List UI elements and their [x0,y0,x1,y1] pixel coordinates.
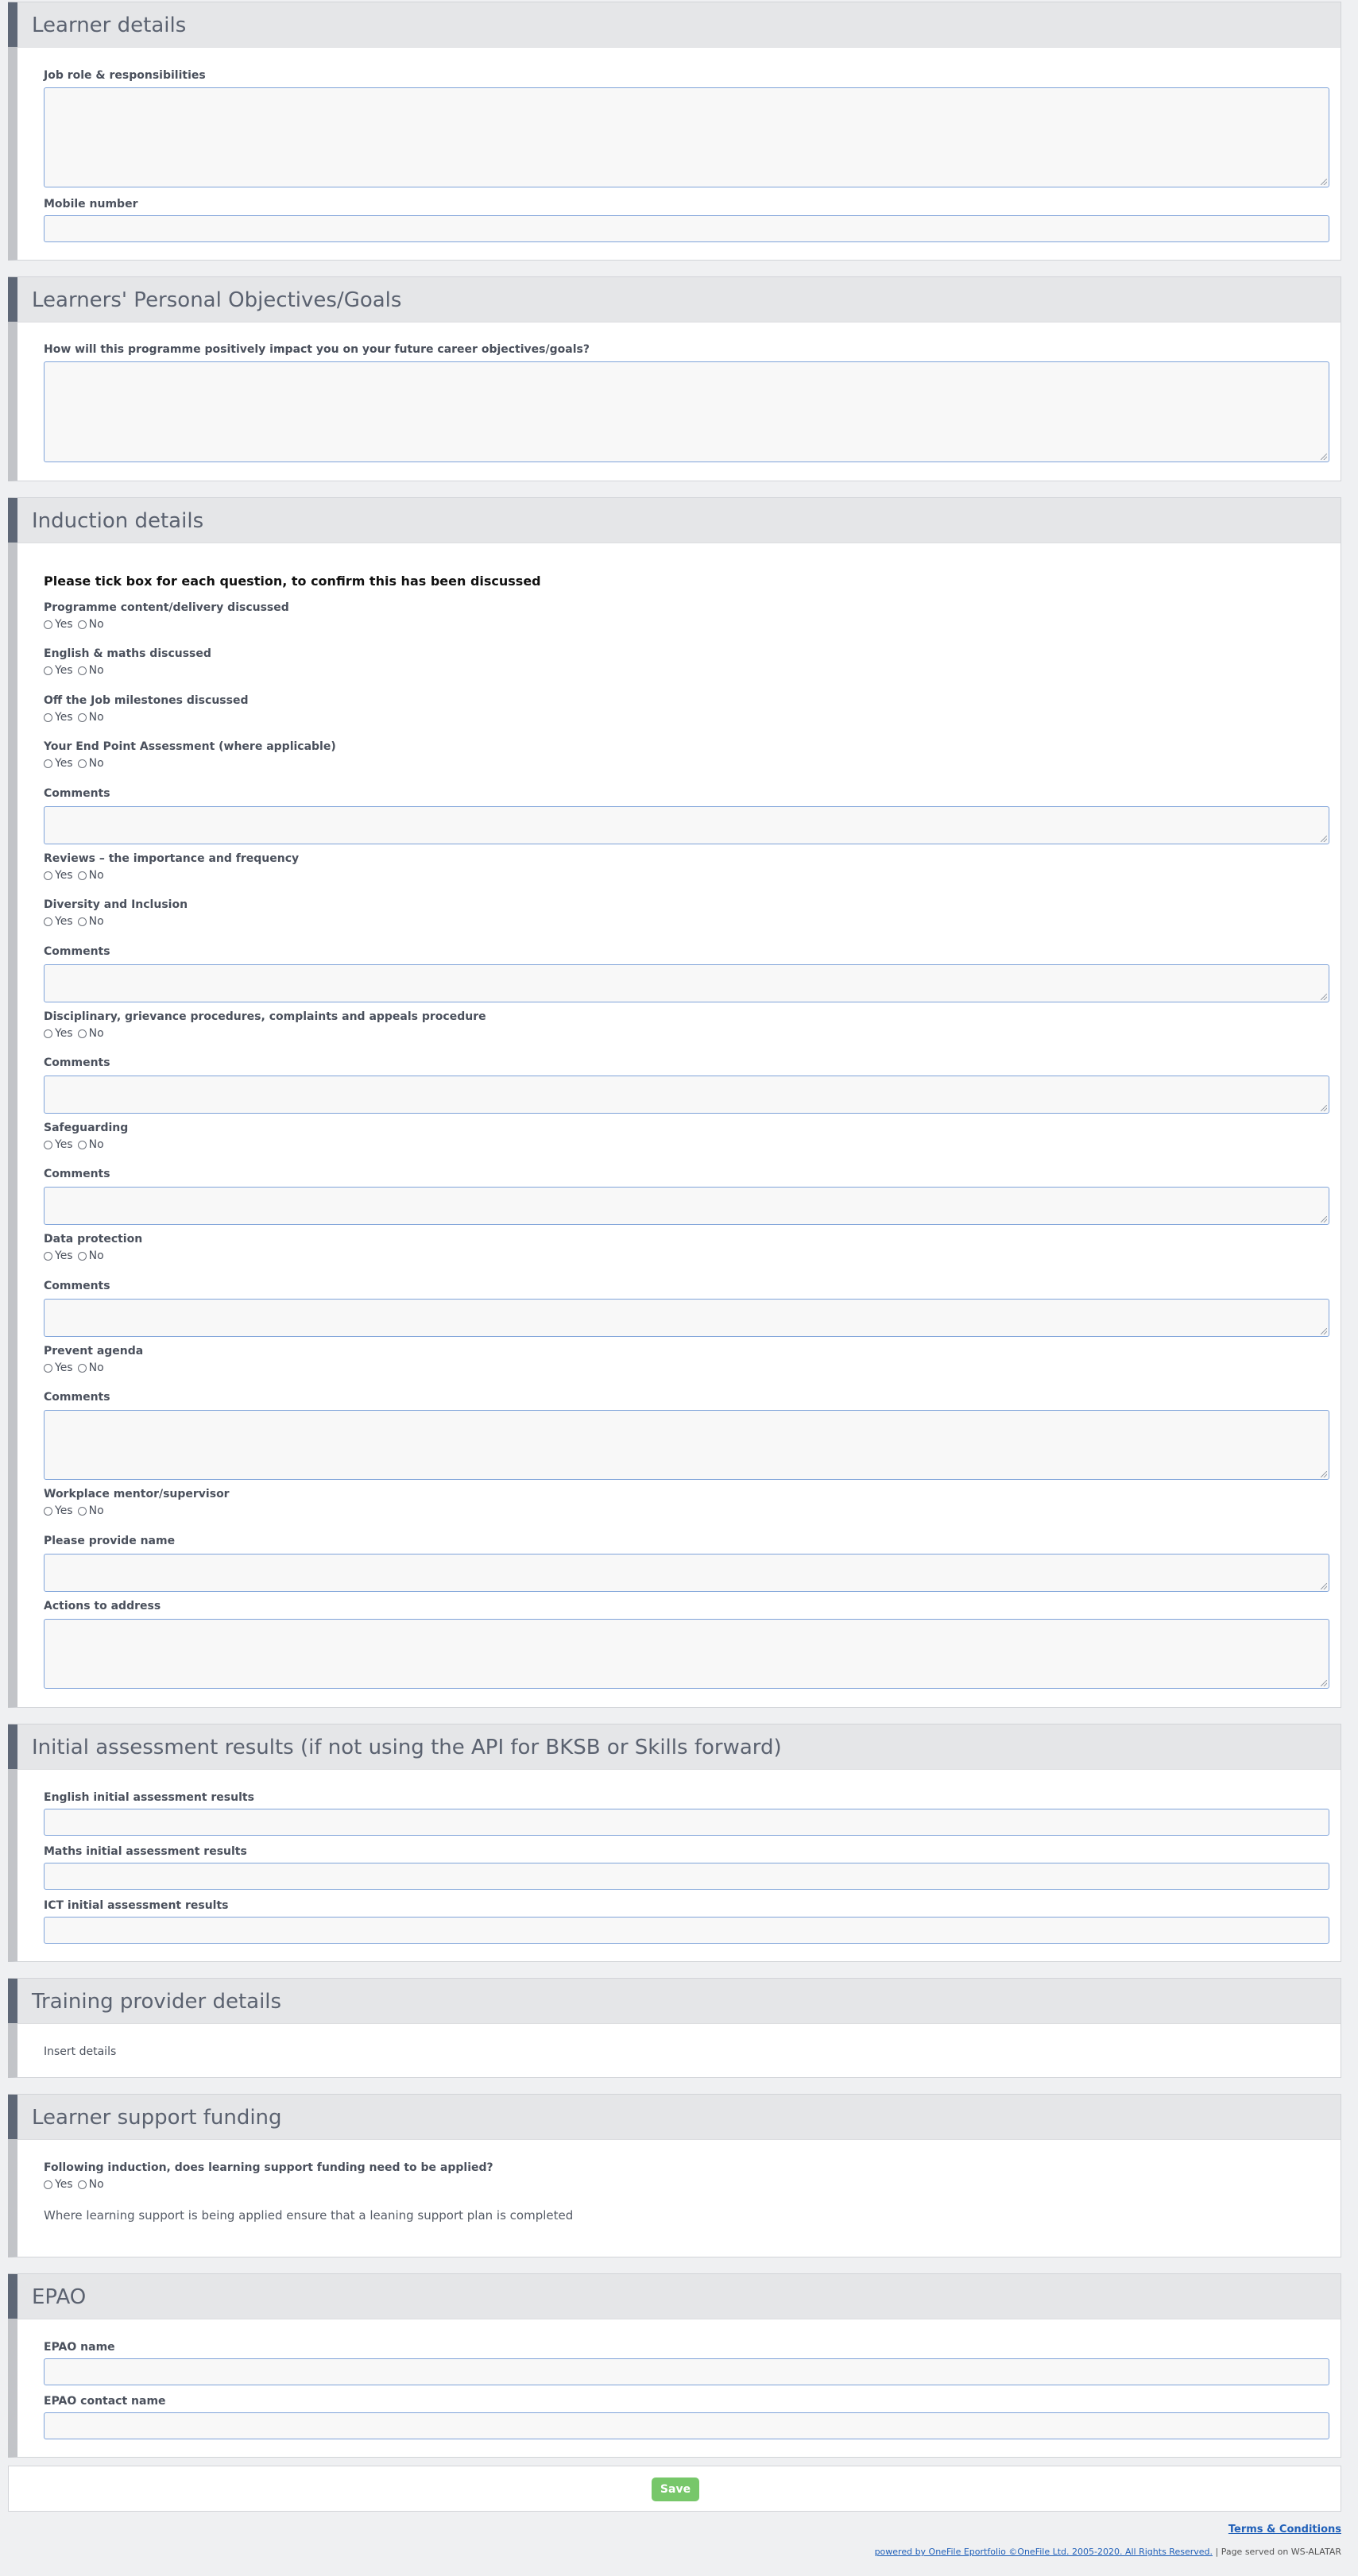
insert-details-text: Insert details [44,2045,117,2058]
comments-textarea[interactable] [44,1187,1329,1225]
reviews-label: Reviews – the importance and frequency [44,852,300,865]
yes-radio[interactable] [44,759,52,768]
induction-details-section [8,497,1341,1708]
epao-contact-input[interactable] [44,2412,1329,2439]
yes-radio[interactable] [44,1252,52,1261]
epa-label: Your End Point Assessment (where applicable) [44,740,336,753]
no-label: No [88,1361,104,1374]
section-title: Training provider details [32,1990,282,2014]
comments-label: Comments [44,1391,110,1404]
epao-contact-label: EPAO contact name [44,2395,166,2408]
yes-radio[interactable] [44,917,52,926]
yes-label: Yes [55,1138,73,1151]
yes-radio[interactable] [44,620,52,629]
section-header [17,277,1341,322]
comments-label: Comments [44,1056,110,1069]
footer [875,2547,1341,2557]
no-label: No [88,2178,104,2191]
mentor-label: Workplace mentor/supervisor [44,1488,230,1500]
section-title: Learners' Personal Objectives/Goals [32,288,402,312]
career-impact-textarea[interactable] [44,361,1329,462]
powered-by-link[interactable]: powered by OneFile Eportfolio ©OneFile Ltd. 2005-2020. All Rights Reserved. [874,2547,1213,2557]
section-header [17,1724,1341,1770]
no-radio[interactable] [78,1364,87,1373]
disciplinary-label: Disciplinary, grievance procedures, complaints and appeals procedure [44,1010,486,1023]
diversity-radios [44,915,109,928]
no-label: No [88,1504,104,1517]
mentor-name-textarea[interactable] [44,1554,1329,1592]
no-radio[interactable] [78,666,87,675]
yes-label: Yes [55,915,73,928]
yes-label: Yes [55,1027,73,1040]
prevent-agenda-label: Prevent agenda [44,1345,144,1358]
comments-textarea[interactable] [44,964,1329,1002]
section-header [17,498,1341,543]
no-radio[interactable] [78,759,87,768]
section-title: Learner details [32,14,187,37]
training-provider-section [8,1978,1341,2078]
comments-textarea[interactable] [44,1076,1329,1114]
no-radio[interactable] [78,2180,87,2189]
served-by-text: | Page served on WS-ALATAR [1213,2547,1341,2557]
epao-name-input[interactable] [44,2358,1329,2385]
provide-name-label: Please provide name [44,1535,176,1547]
comments-textarea[interactable] [44,1299,1329,1337]
safeguarding-label: Safeguarding [44,1122,129,1134]
support-funding-section [8,2094,1341,2257]
no-radio[interactable] [78,1507,87,1516]
section-header [17,2274,1341,2319]
no-radio[interactable] [78,1141,87,1149]
yes-label: Yes [55,1504,73,1517]
english-maths-label: English & maths discussed [44,647,211,660]
comments-label: Comments [44,787,110,800]
section-title: EPAO [32,2285,87,2309]
data-protection-label: Data protection [44,1233,143,1246]
yes-radio[interactable] [44,871,52,880]
terms-link[interactable]: Terms & Conditions [1228,2524,1341,2535]
ict-assessment-label: ICT initial assessment results [44,1899,229,1912]
yes-radio[interactable] [44,1507,52,1516]
no-label: No [88,618,104,631]
mobile-number-input[interactable] [44,215,1329,242]
section-header [17,2095,1341,2140]
yes-radio[interactable] [44,2180,52,2189]
off-job-label: Off the Job milestones discussed [44,694,249,707]
no-radio[interactable] [78,1252,87,1261]
no-radio[interactable] [78,1029,87,1038]
job-role-label: Job role & responsibilities [44,69,206,82]
disciplinary-radios [44,1027,109,1040]
no-label: No [88,1138,104,1151]
maths-assessment-input[interactable] [44,1863,1329,1890]
no-radio[interactable] [78,713,87,722]
support-plan-note: Where learning support is being applied ensure that a leaning support plan is completed [44,2208,574,2223]
section-title: Initial assessment results (if not using the API for BKSB or Skills forward) [32,1736,782,1759]
comments-label: Comments [44,945,110,958]
diversity-label: Diversity and Inclusion [44,898,188,911]
safeguarding-radios [44,1138,109,1151]
prevent-agenda-radios [44,1361,109,1374]
actions-textarea[interactable] [44,1619,1329,1689]
yes-radio[interactable] [44,1141,52,1149]
english-assessment-input[interactable] [44,1809,1329,1836]
no-radio[interactable] [78,917,87,926]
comments-textarea[interactable] [44,1410,1329,1480]
yes-label: Yes [55,1249,73,1262]
yes-label: Yes [55,869,73,882]
reviews-radios [44,869,109,882]
maths-assessment-label: Maths initial assessment results [44,1845,247,1858]
no-radio[interactable] [78,620,87,629]
epao-section [8,2273,1341,2458]
yes-label: Yes [55,2178,73,2191]
no-radio[interactable] [78,871,87,880]
yes-radio[interactable] [44,1029,52,1038]
section-header [17,1979,1341,2024]
off-job-radios [44,711,109,724]
learner-details-section [8,2,1341,261]
mobile-number-label: Mobile number [44,198,138,210]
comments-label: Comments [44,1168,110,1180]
programme-content-label: Programme content/delivery discussed [44,601,289,614]
ict-assessment-input[interactable] [44,1917,1329,1944]
career-impact-label: How will this programme positively impact you on your future career objectives/goals? [44,343,590,356]
objectives-section [8,276,1341,481]
support-funding-radios [44,2178,109,2191]
yes-radio[interactable] [44,666,52,675]
section-header [17,2,1341,48]
english-maths-radios [44,664,109,677]
section-title: Induction details [32,509,204,533]
no-label: No [88,1249,104,1262]
initial-assessment-section [8,1724,1341,1962]
no-label: No [88,915,104,928]
yes-label: Yes [55,618,73,631]
actions-label: Actions to address [44,1600,161,1612]
no-label: No [88,711,104,724]
yes-radio[interactable] [44,713,52,722]
epao-name-label: EPAO name [44,2341,115,2354]
no-label: No [88,757,104,770]
programme-content-radios [44,618,109,631]
save-button[interactable]: Save [652,2478,699,2501]
mentor-radios [44,1504,109,1517]
section-title: Learner support funding [32,2106,282,2130]
yes-label: Yes [55,757,73,770]
comments-textarea[interactable] [44,806,1329,844]
tick-instruction: Please tick box for each question, to confirm this has been discussed [44,574,541,589]
data-protection-radios [44,1249,109,1262]
yes-label: Yes [55,711,73,724]
job-role-textarea[interactable] [44,87,1329,187]
no-label: No [88,664,104,677]
english-assessment-label: English initial assessment results [44,1791,254,1804]
no-label: No [88,1027,104,1040]
yes-label: Yes [55,1361,73,1374]
epa-radios [44,757,109,770]
support-funding-question: Following induction, does learning support funding need to be applied? [44,2161,493,2174]
yes-label: Yes [55,664,73,677]
save-bar [8,2466,1341,2512]
no-label: No [88,869,104,882]
comments-label: Comments [44,1280,110,1292]
yes-radio[interactable] [44,1364,52,1373]
